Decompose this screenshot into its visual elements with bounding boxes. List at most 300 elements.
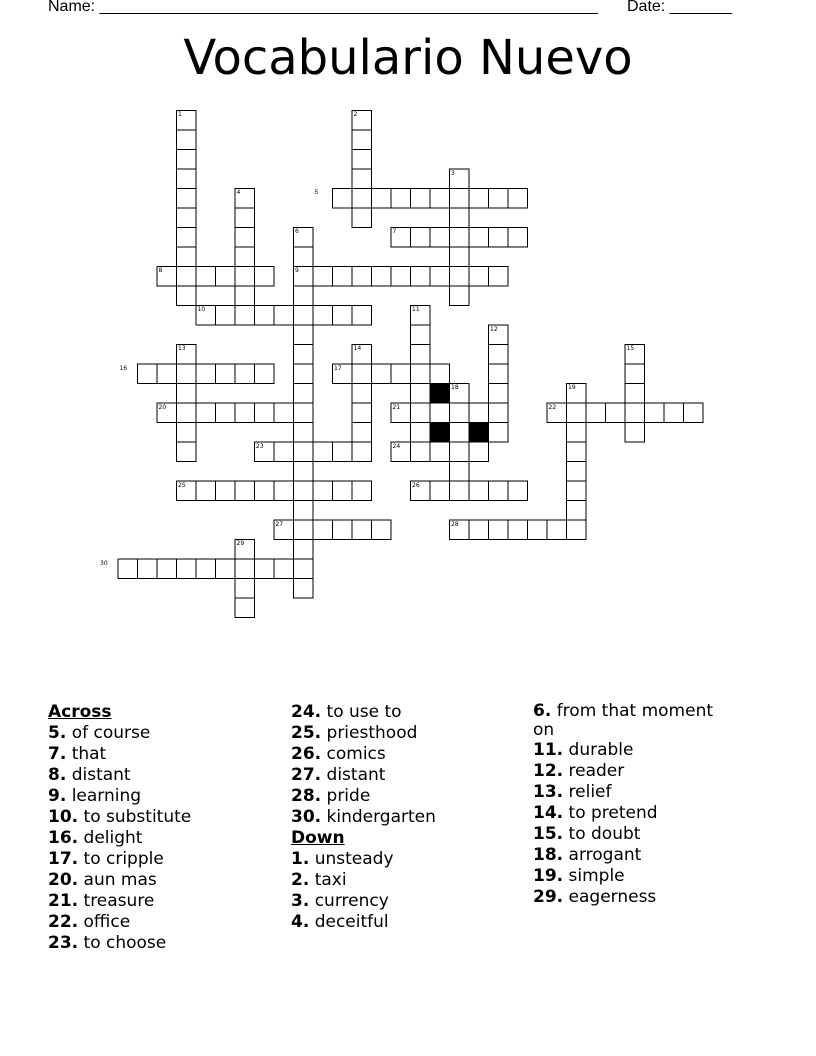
grid-cell[interactable] [177,189,197,209]
grid-cell[interactable] [450,267,470,287]
grid-cell[interactable] [411,364,431,384]
clue-number: 3. [291,891,310,911]
clue-number-18: 18 [451,384,459,391]
clue-number: 5. [48,723,67,743]
grid-cell[interactable] [333,189,353,209]
grid-cell[interactable] [547,520,567,540]
grid-cell[interactable] [567,462,587,482]
grid-cell[interactable] [352,189,372,209]
grid-cell[interactable] [274,559,294,579]
grid-cell[interactable] [411,384,431,404]
clue-number-1: 1 [178,111,182,118]
clue-number: 6. [533,701,552,721]
grid-cell[interactable] [235,247,255,267]
clue-number: 13. [533,782,564,802]
grid-cell[interactable] [333,306,353,326]
grid-cell[interactable] [352,169,372,189]
grid-cell[interactable] [352,306,372,326]
clue-28 [291,786,436,807]
grid-cell[interactable] [411,325,431,345]
clue-text: priesthood [321,723,418,743]
clue-2 [291,870,436,891]
grid-cell[interactable] [294,520,314,540]
grid-cell[interactable] [469,520,489,540]
grid-cell[interactable] [333,520,353,540]
grid-cell[interactable] [216,481,236,501]
clue-text: distant [321,765,386,785]
clues-column-2 [291,702,436,933]
grid-cell[interactable] [274,481,294,501]
grid-cell[interactable] [157,364,177,384]
grid-cell[interactable] [469,481,489,501]
grid-cell[interactable] [216,559,236,579]
grid-cell[interactable] [430,442,450,462]
clue-number: 15. [533,824,564,844]
clue-number-11: 11 [412,306,420,313]
grid-cell[interactable] [489,423,509,443]
grid-cell[interactable] [313,267,333,287]
grid-cell[interactable] [216,267,236,287]
black-grid-cell [469,423,489,443]
clue-number: 8. [48,765,67,785]
grid-cell[interactable] [430,364,450,384]
grid-cell[interactable] [216,364,236,384]
clue-text: to doubt [563,824,641,844]
grid-cell[interactable] [489,345,509,365]
clue-30 [291,807,436,828]
grid-cell[interactable] [450,462,470,482]
clue-text: distant [66,765,131,785]
grid-cell[interactable] [391,364,411,384]
clue-1 [291,849,436,870]
clue-number: 16. [48,828,79,848]
grid-cell[interactable] [177,150,197,170]
clue-number: 23. [48,933,79,953]
grid-cell[interactable] [625,403,645,423]
clue-16 [48,828,191,849]
grid-cell[interactable] [177,442,197,462]
clue-text: relief [563,782,612,802]
clue-number-28: 28 [451,520,459,528]
clue-text: eagerness [563,887,657,907]
grid-cell[interactable] [235,579,255,599]
grid-cell[interactable] [469,442,489,462]
grid-cell[interactable] [411,423,431,443]
grid-cell[interactable] [411,403,431,423]
grid-cell[interactable] [450,286,470,306]
clue-number-6: 6 [295,228,299,235]
clue-26 [291,744,436,765]
clue-number-7: 7 [392,228,397,235]
clue-number-29: 29 [236,540,245,547]
grid-cell[interactable] [235,364,255,384]
grid-cell[interactable] [567,423,587,443]
clue-18 [533,845,733,866]
page-title: Vocabulario Nuevo [183,30,633,86]
grid-cell[interactable] [196,267,216,287]
grid-cell[interactable] [196,481,216,501]
clue-number-8: 8 [158,267,163,274]
clue-text: aun mas [78,870,157,890]
clue-21 [48,891,191,912]
grid-cell[interactable] [177,208,197,228]
clue-number: 21. [48,891,79,911]
clue-number-17: 17 [334,364,342,372]
clue-5 [48,723,191,744]
clue-7 [48,744,191,765]
grid-cell[interactable] [450,228,470,248]
clue-number: 18. [533,845,564,865]
clue-number-27: 27 [275,520,284,528]
grid-cell[interactable] [411,267,431,287]
clue-8 [48,765,191,786]
grid-cell[interactable] [411,345,431,365]
grid-cell[interactable] [372,267,392,287]
grid-cell[interactable] [411,228,431,248]
grid-cell[interactable] [255,559,275,579]
grid-cell[interactable] [274,306,294,326]
grid-cell[interactable] [684,403,704,423]
name-field-label: Name: ________________________________________________________ [48,0,598,15]
clue-number-16: 16 [119,364,128,372]
grid-cell[interactable] [294,364,314,384]
clue-number-21: 21 [392,403,401,411]
grid-cell[interactable] [177,559,197,579]
grid-cell[interactable] [567,481,587,501]
grid-cell[interactable] [489,384,509,404]
grid-cell[interactable] [450,481,470,501]
grid-cell[interactable] [645,403,665,423]
grid-cell[interactable] [508,520,528,540]
clue-24 [291,702,436,723]
grid-cell[interactable] [177,130,197,150]
clue-text: simple [563,866,625,886]
clue-text: pride [321,786,371,806]
clue-number-22: 22 [548,403,557,411]
grid-cell[interactable] [118,559,138,579]
clue-14 [533,803,733,824]
grid-cell[interactable] [313,481,333,501]
grid-cell[interactable] [469,267,489,287]
grid-cell[interactable] [469,403,489,423]
clue-number: 4. [291,912,310,932]
grid-cell[interactable] [294,345,314,365]
grid-cell[interactable] [430,403,450,423]
grid-cell[interactable] [294,481,314,501]
clues-column-1 [48,702,191,954]
grid-cell[interactable] [391,267,411,287]
clue-number: 25. [291,723,322,743]
grid-cell[interactable] [216,403,236,423]
grid-cell[interactable] [333,481,353,501]
clue-text: learning [66,786,142,806]
grid-cell[interactable] [235,228,255,248]
clues-column-3 [533,702,733,908]
clue-number: 9. [48,786,67,806]
grid-cell[interactable] [177,169,197,189]
grid-cell[interactable] [255,364,275,384]
clue-text: taxi [309,870,347,890]
clue-number: 1. [291,849,310,869]
grid-cell[interactable] [625,364,645,384]
clue-number: 24. [291,702,322,722]
grid-cell[interactable] [294,247,314,267]
grid-cell[interactable] [294,462,314,482]
grid-cell[interactable] [352,481,372,501]
clue-number: 7. [48,744,67,764]
grid-cell[interactable] [177,228,197,248]
clue-number-15: 15 [626,345,635,352]
clue-number: 22. [48,912,79,932]
grid-cell[interactable] [196,559,216,579]
grid-cell[interactable] [138,364,158,384]
grid-cell[interactable] [235,559,255,579]
grid-cell[interactable] [157,559,177,579]
clue-text: to use to [321,702,402,722]
grid-cell[interactable] [430,267,450,287]
grid-cell[interactable] [567,403,587,423]
grid-cell[interactable] [177,247,197,267]
grid-cell[interactable] [430,228,450,248]
clue-number-25: 25 [178,481,186,489]
grid-cell[interactable] [333,442,353,462]
clue-number-19: 19 [568,384,576,391]
clue-number-2: 2 [353,111,358,118]
grid-cell[interactable] [177,286,197,306]
grid-cell[interactable] [294,423,314,443]
clue-number: 27. [291,765,322,785]
clue-6 [533,702,733,740]
clue-number-12: 12 [490,325,498,333]
grid-cell[interactable] [352,384,372,404]
grid-cell[interactable] [235,481,255,501]
grid-cell[interactable] [352,130,372,150]
grid-cell[interactable] [196,403,216,423]
grid-cell[interactable] [372,364,392,384]
grid-cell[interactable] [352,403,372,423]
clue-17 [48,849,191,870]
clue-number-13: 13 [178,345,186,352]
grid-cell[interactable] [294,403,314,423]
grid-cell[interactable] [294,559,314,579]
grid-cell[interactable] [313,520,333,540]
clue-number-5: 5 [314,189,319,196]
clue-text: kindergarten [321,807,436,827]
grid-cell[interactable] [235,598,255,618]
clue-12 [533,761,733,782]
grid-cell[interactable] [508,481,528,501]
clue-number: 30. [291,807,322,827]
clue-number: 14. [533,803,564,823]
grid-cell[interactable] [489,189,509,209]
clue-4 [291,912,436,933]
grid-cell[interactable] [352,267,372,287]
grid-cell[interactable] [352,520,372,540]
clue-text: arrogant [563,845,642,865]
clue-text: to choose [78,933,167,953]
down-heading: Down [291,828,345,848]
grid-cell[interactable] [352,150,372,170]
grid-cell[interactable] [333,267,353,287]
grid-cell[interactable] [391,189,411,209]
clue-number: 28. [291,786,322,806]
grid-cell[interactable] [606,403,626,423]
clue-text: comics [321,744,386,764]
clue-number-4: 4 [236,189,241,196]
grid-cell[interactable] [489,228,509,248]
grid-cell[interactable] [235,306,255,326]
grid-cell[interactable] [274,442,294,462]
grid-cell[interactable] [294,325,314,345]
clue-text: currency [309,891,389,911]
grid-cell[interactable] [508,189,528,209]
grid-cell[interactable] [294,384,314,404]
clue-text: deceitful [309,912,389,932]
grid-cell[interactable] [489,520,509,540]
clue-15 [533,824,733,845]
grid-cell[interactable] [294,501,314,521]
grid-cell[interactable] [235,208,255,228]
grid-cell[interactable] [274,403,294,423]
grid-cell[interactable] [567,520,587,540]
clue-text: that [66,744,107,764]
clue-number-20: 20 [158,403,167,411]
grid-cell[interactable] [469,228,489,248]
grid-cell[interactable] [372,189,392,209]
clue-number: 10. [48,807,79,827]
grid-cell[interactable] [177,384,197,404]
clue-number-26: 26 [412,481,420,489]
grid-cell[interactable] [294,442,314,462]
clue-29 [533,887,733,908]
clue-13 [533,782,733,803]
grid-cell[interactable] [528,520,548,540]
grid-cell[interactable] [450,442,470,462]
black-grid-cell [430,423,450,443]
clue-number: 26. [291,744,322,764]
grid-cell[interactable] [352,208,372,228]
clue-text: to cripple [78,849,164,869]
grid-cell[interactable] [294,286,314,306]
grid-cell[interactable] [294,579,314,599]
grid-cell[interactable] [625,384,645,404]
grid-cell[interactable] [216,306,236,326]
grid-cell[interactable] [196,364,216,384]
clue-number: 17. [48,849,79,869]
clue-number-23: 23 [256,442,264,450]
clue-number: 11. [533,740,564,760]
grid-cell[interactable] [372,520,392,540]
across-clue-list [48,723,191,954]
clue-text: of course [66,723,151,743]
clue-number-24: 24 [392,442,401,450]
clue-text: to substitute [78,807,192,827]
clue-number: 2. [291,870,310,890]
clue-22 [48,912,191,933]
clue-text: delight [78,828,143,848]
grid-cell[interactable] [255,481,275,501]
date-field-label: Date: _______ [627,0,732,15]
clue-number: 29. [533,887,564,907]
grid-cell[interactable] [177,267,197,287]
clue-number: 19. [533,866,564,886]
grid-cell[interactable] [352,442,372,462]
grid-cell[interactable] [567,501,587,521]
clue-number: 20. [48,870,79,890]
grid-cell[interactable] [664,403,684,423]
across-heading: Across [48,702,112,722]
grid-cell[interactable] [411,189,431,209]
clue-23 [48,933,191,954]
grid-cell[interactable] [450,208,470,228]
grid-cell[interactable] [489,403,509,423]
grid-cell[interactable] [177,364,197,384]
grid-cell[interactable] [294,540,314,560]
down-clue-list [291,849,436,933]
grid-cell[interactable] [255,267,275,287]
grid-cell[interactable] [255,403,275,423]
grid-cell[interactable] [450,403,470,423]
clue-20 [48,870,191,891]
clue-27 [291,765,436,786]
clue-10 [48,807,191,828]
grid-cell[interactable] [450,423,470,443]
grid-cell[interactable] [450,247,470,267]
grid-cell[interactable] [352,423,372,443]
clue-3 [291,891,436,912]
clue-number-9: 9 [295,267,299,274]
grid-cell[interactable] [352,364,372,384]
grid-cell[interactable] [489,267,509,287]
down-clue-list-continued [533,702,733,908]
clue-text: office [78,912,131,932]
clue-9 [48,786,191,807]
clue-25 [291,723,436,744]
clue-text: durable [563,740,634,760]
grid-cell[interactable] [586,403,606,423]
clue-11 [533,740,733,761]
grid-cell[interactable] [177,403,197,423]
grid-cell[interactable] [567,442,587,462]
across-clue-list-continued [291,702,436,828]
grid-cell[interactable] [235,267,255,287]
grid-cell[interactable] [313,442,333,462]
grid-cell[interactable] [625,423,645,443]
grid-cell[interactable] [469,189,489,209]
clue-text: to pretend [563,803,658,823]
grid-cell[interactable] [235,286,255,306]
grid-cell[interactable] [313,306,333,326]
clue-text: reader [563,761,625,781]
grid-cell[interactable] [177,423,197,443]
grid-cell[interactable] [508,228,528,248]
grid-cell[interactable] [411,442,431,462]
clue-number-3: 3 [451,169,455,177]
grid-cell[interactable] [430,189,450,209]
grid-cell[interactable] [489,481,509,501]
grid-cell[interactable] [489,364,509,384]
black-grid-cell [430,384,450,404]
grid-cell[interactable] [294,306,314,326]
clue-number-30: 30 [100,559,108,567]
grid-cell[interactable] [450,189,470,209]
grid-cell[interactable] [235,403,255,423]
grid-cell[interactable] [430,481,450,501]
clue-number-14: 14 [353,345,362,352]
grid-cell[interactable] [255,306,275,326]
clue-text: from that moment on [533,701,714,740]
grid-cell[interactable] [138,559,158,579]
